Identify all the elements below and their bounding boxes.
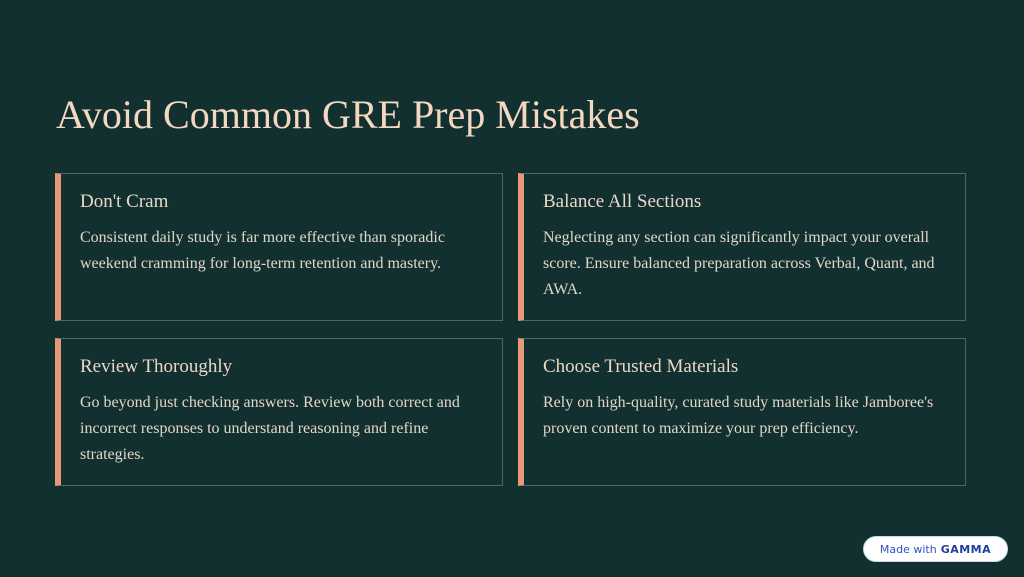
card-review-thoroughly: [55, 338, 503, 486]
slide-title: Avoid Common GRE Prep Mistakes: [56, 92, 640, 137]
card-heading: Review Thoroughly: [80, 356, 233, 377]
card-heading: Choose Trusted Materials: [543, 356, 739, 377]
card-choose-trusted-materials: [518, 338, 966, 486]
made-with-gamma-badge[interactable]: [863, 536, 1008, 562]
card-heading: Balance All Sections: [543, 191, 702, 212]
card-body: Go beyond just checking answers. Review both correct and incorrect responses to understand reasoning and refine strategies.: [80, 394, 460, 463]
card-heading: Don't Cram: [80, 191, 169, 212]
gamma-logo: GAMMA: [940, 542, 992, 556]
card-balance-all-sections: [518, 173, 966, 321]
card-dont-cram: [55, 173, 503, 321]
card-body: Consistent daily study is far more effective than sporadic weekend cramming for long-term retention and mastery.: [80, 229, 445, 272]
badge-prefix: Made with: [879, 542, 937, 556]
card-body: Rely on high-quality, curated study materials like Jamboree's proven content to maximize your prep efficiency.: [543, 394, 934, 437]
card-body: Neglecting any section can significantly impact your overall score. Ensure balanced preparation across Verbal, Quant, and AWA.: [543, 229, 935, 298]
